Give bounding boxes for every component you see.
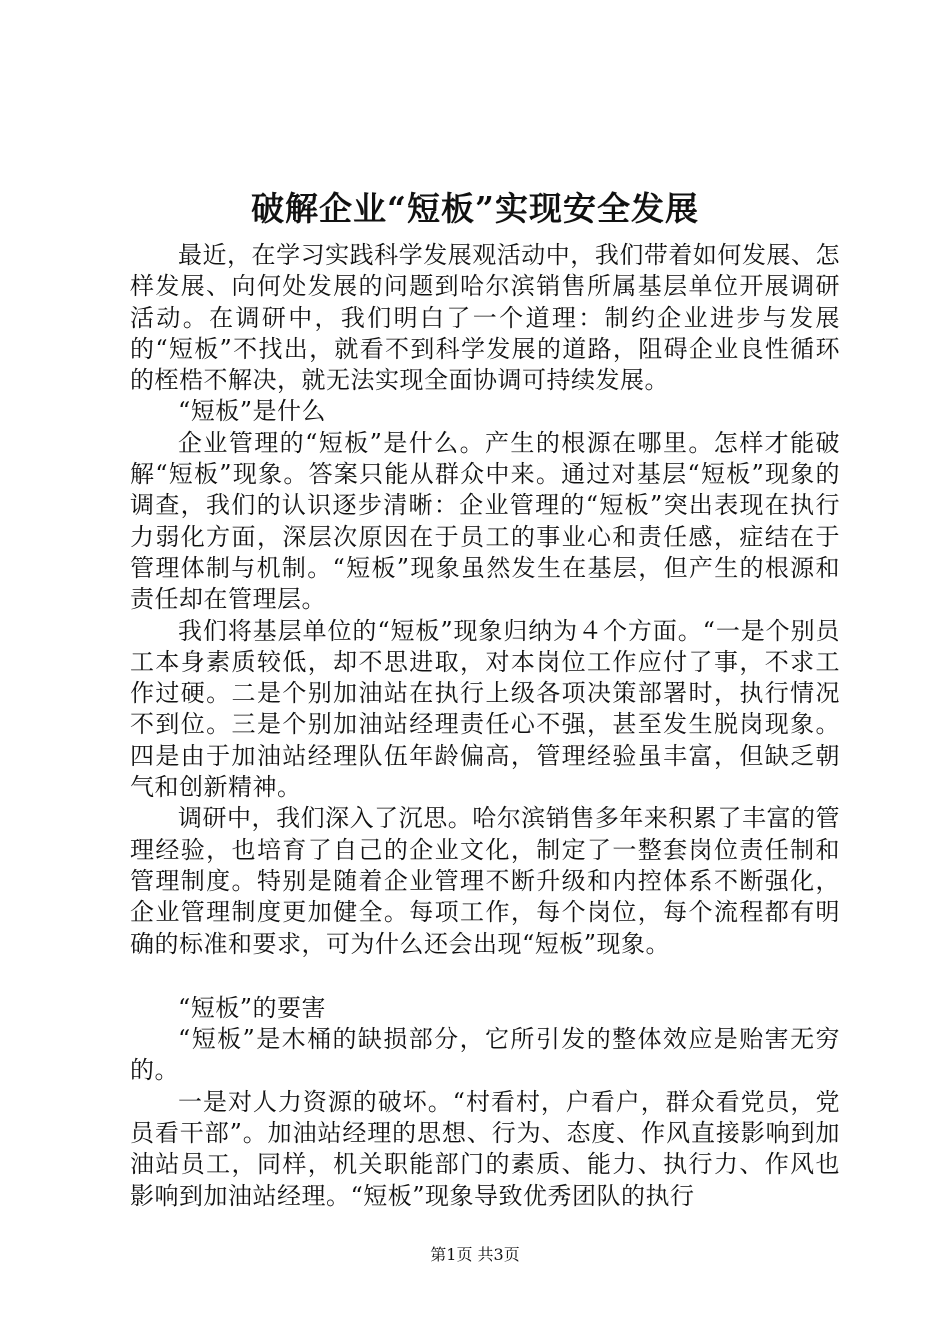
- document-body: [130, 240, 840, 1212]
- document-title: 破解企业“短板”实现安全发展: [251, 189, 699, 228]
- page-number-footer: 第1页 共3页: [430, 1245, 520, 1264]
- paragraph-reflection: 调研中，我们深入了沉思。哈尔滨销售多年来积累了丰富的管理经验，也培育了自己的企业文化，制定了一整套岗位责任制和管理制度。特别是随着企业管理不断升级和内控体系不断强化，企业管理制度更加健全。每项工作，每个岗位，每个流程都有明确的标准和要求，可为什么还会出现“短板”现象。: [130, 804, 840, 958]
- section-heading-what-is-short-board: “短板”是什么: [178, 397, 327, 426]
- section-heading-key-harm: “短板”的要害: [178, 993, 327, 1022]
- paragraph-intro: 最近，在学习实践科学发展观活动中，我们带着如何发展、怎样发展、向何处发展的问题到哈尔滨销售所属基层单位开展调研活动。在调研中，我们明白了一个道理：制约企业进步与发展的“短板”不找出，就看不到科学发展的道路，阻碍企业良性循环的桎梏不解决，就无法实现全面协调可持续发展。: [130, 241, 840, 395]
- paragraph-short-board-definition: 企业管理的“短板”是什么。产生的根源在哪里。怎样才能破解“短板”现象。答案只能从群众中来。通过对基层“短板”现象的调查，我们的认识逐步清晰：企业管理的“短板”突出表现在执行力弱化方面，深层次原因在于员工的事业心和责任感，症结在于管理体制与机制。“短板”现象虽然发生在基层，但产生的根源和责任却在管理层。: [130, 428, 840, 614]
- paragraph-bucket-metaphor: “短板”是木桶的缺损部分，它所引发的整体效应是贻害无穷的。: [130, 1025, 840, 1085]
- paragraph-four-aspects: 我们将基层单位的“短板”现象归纳为４个方面。“一是个别员工本身素质较低，却不思进取，对本岗位工作应付了事，不求工作过硬。二是个别加油站在执行上级各项决策部署时，执行情况不到位。三是个别加油站经理责任心不强，甚至发生脱岗现象。四是由于加油站经理队伍年龄偏高，管理经验虽丰富，但缺乏朝气和创新精神。: [130, 616, 840, 802]
- paragraph-spacer: [130, 960, 840, 993]
- paragraph-human-resources: 一是对人力资源的破坏。“村看村，户看户，群众看党员，党员看干部”。加油站经理的思想、行为、态度、作风直接影响到加油站员工，同样，机关职能部门的素质、能力、执行力、作风也影响到加油站经理。“短板”现象导致优秀团队的执行: [130, 1087, 840, 1210]
